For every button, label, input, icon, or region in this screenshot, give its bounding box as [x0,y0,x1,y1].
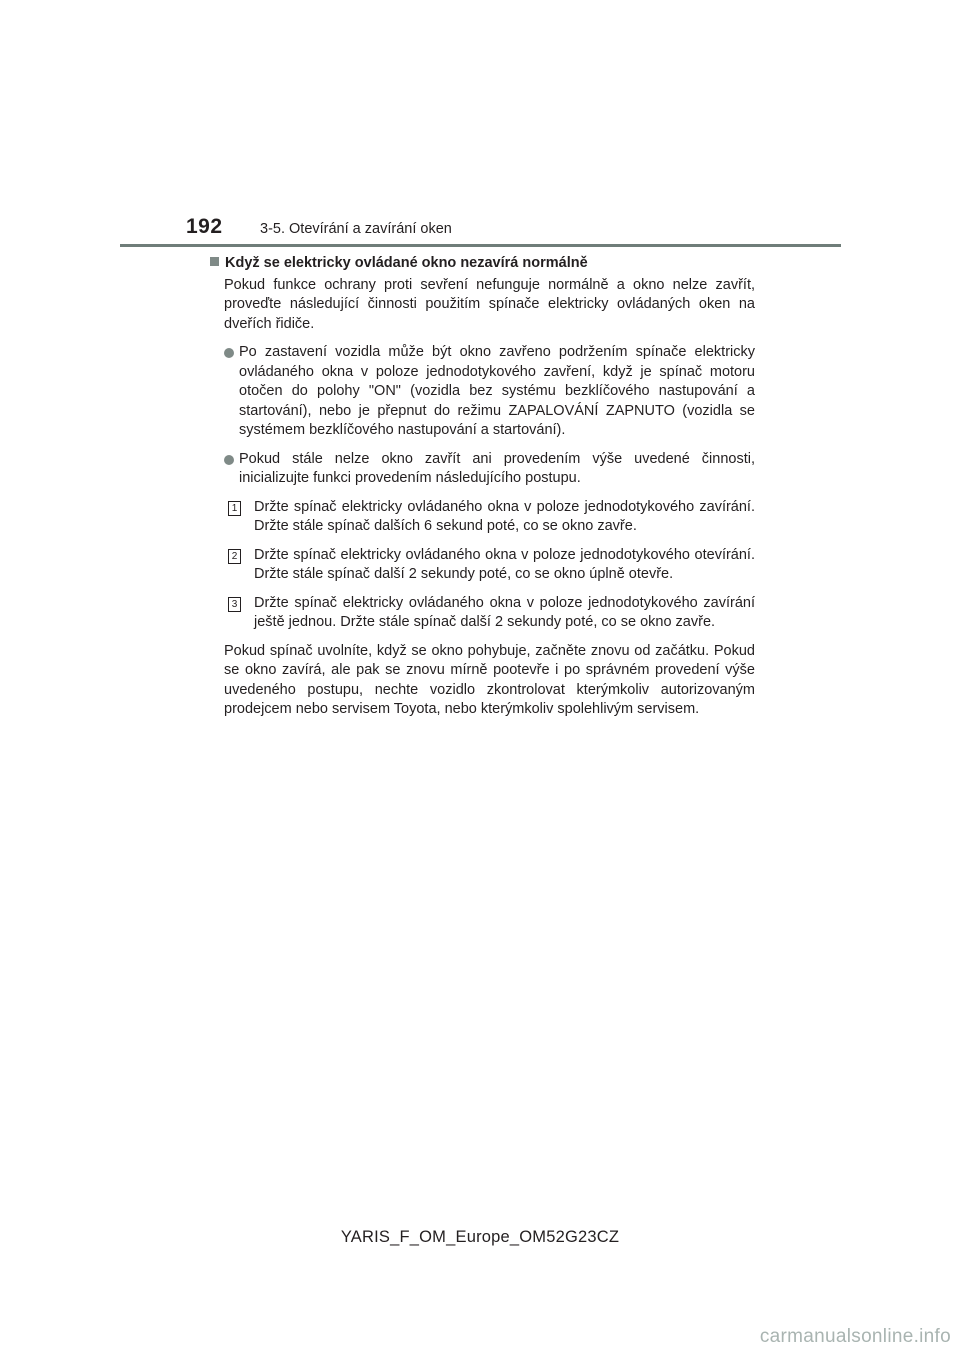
intro-paragraph: Pokud funkce ochrany proti sevření nefunguje normálně a okno nelze zavřít, proveďte následující činnosti použitím spínače elektricky ovládaných oken na dveřích řidiče. [224,276,755,332]
footer-document-code: YARIS_F_OM_Europe_OM52G23CZ [340,1228,620,1246]
step-item [210,594,755,633]
bullet-item [210,450,755,489]
step-text: Držte spínač elektricky ovládaného okna v poloze jednodotykového zavírání ještě jednou. Držte stále spínač další 2 sekundy poté, co se okno zavře. [254,594,755,630]
header-divider [120,244,841,247]
step-number-badge: 2 [228,549,241,564]
subsection-heading-text: Když se elektricky ovládané okno nezavírá normálně [225,255,588,271]
step-text: Držte spínač elektricky ovládaného okna v poloze jednodotykového zavírání. Držte stále spínač dalších 6 sekund poté, co se okno zavře. [254,498,755,534]
bullet-text: Po zastavení vozidla může být okno zavřeno podržením spínače elektricky ovládaného okna v poloze jednodotykového zavření, když je spínač motoru otočen do polohy "ON" (vozidla bez systému bezklíčového nastupování a startování), nebo je přepnut do režimu ZAPALOVÁNÍ ZAPNUTO (vozidla se systémem bezklíčového nastupování a startování). [239,344,755,438]
page-content [210,254,755,720]
page-number: 192 [186,215,223,238]
watermark: carmanualsonline.info [759,1326,951,1347]
step-item [210,498,755,537]
closing-paragraph: Pokud spínač uvolníte, když se okno pohybuje, začněte znovu od začátku. Pokud se okno zavírá, ale pak se znovu mírně pootevře i po správném provedení výše uvedeného postupu, nechte vozidlo zkontrolovat kterýmkoliv autorizovaným prodejcem nebo servisem Toyota, nebo kterýmkoliv spolehlivým servisem. [224,642,755,717]
round-bullet-icon [224,348,234,358]
step-text: Držte spínač elektricky ovládaného okna v poloze jednodotykového otevírání. Držte stále spínač další 2 sekundy poté, co se okno úplně otevře. [254,546,755,582]
step-number-badge: 1 [228,501,241,516]
bullet-text: Pokud stále nelze okno zavřít ani provedením výše uvedené činnosti, inicializujte funkci provedením následujícího postupu. [239,450,755,486]
round-bullet-icon [224,455,234,465]
bullet-item [210,343,755,441]
section-title: 3-5. Otevírání a zavírání oken [260,221,452,237]
square-bullet-icon [210,257,219,266]
step-item [210,546,755,585]
subsection-heading [210,254,755,274]
step-number-badge: 3 [228,597,241,612]
